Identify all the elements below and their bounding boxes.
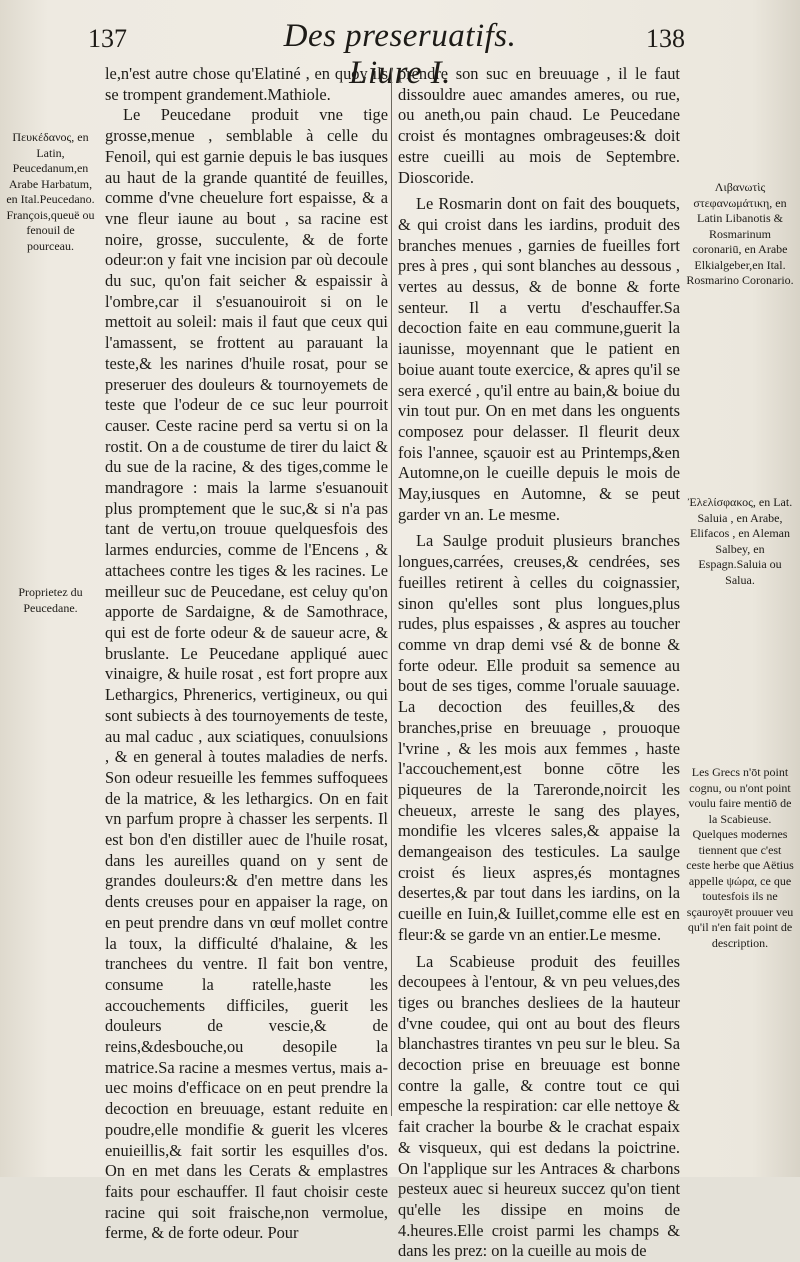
paragraph-rosmarin: Le Rosmarin dont on fait des bouquets, & qui croist dans les iardins, produit des branches menues , garnies de fueilles fort pres à pres , qui sont blanches au dessous , vertes au dessus, & de bonne & forte senteur. Il a vertu d'eschauffer.Sa decoction faite en eau commune,guerit la iaunisse, moyennant que le patient en boiue auant toute exercice, & apres qu'il se sera exercé , qu'il entre au bain,& boiue du vin tout pur. On en met dans les onguents composez pour delasser. Il fleurit deux fois l'annee, sçauoir est au Printemps,&en Automne,on le cueille depuis le mois de May,iusques en Automne, & se peut garder vn an. Le mesme. (398, 194, 680, 524)
paragraph-peucedane-continued: prendre son suc en breuuage , il le faut dissouldre auec amandes ameres, ou rue, ou aneth,ou pain chaud. Le Peucedane croist és montagnes ombrageuses:& doit estre cueilli au mois de Septembre. Dioscoride. (398, 64, 680, 187)
marginal-note-scabieuse: Les Grecs n'ōt point cognu, ou n'ont point voulu faire mentiō de la Scabieuse. Quelques modernes tiennent que c'est ceste herbe que Aëtius appelle ψώρα, ce que toutesfois ils ne sçauroyēt prouuer veu qu'il n'en fait point de description. (686, 765, 794, 950)
marginal-note-rosmarin-names: Λιβανωτὶς στεφανωμάτικη, en Latin Libanotis & Rosmarinum coronariū, en Arabe Elkialgeber,en Ital. Rosmarino Coronario. (686, 180, 794, 287)
marginal-note-peucedane-properties: Proprietez du Peucedane. (18, 585, 83, 615)
paragraph-scabieuse: La Scabieuse produit des feuilles decoupees à l'entour, & vn peu velues,des tiges ou branches desliees de la hauteur d'vne coudee, qui ont au bout des fleurs blanchastres tirantes vn peu sur le bleu. Sa decoction prise en breuuage est bonne contre la galle, & contre tout ce qui empesche la respiration: car elle nettoye & fait cracher la bourbe & le crachat espaix & visqueux, qui est dedans la poictrine. On l'applique sur les Antraces & charbons pesteux auec si heureux succez qu'on tient qu'elle les dissipe en moins de 4.heures.Elle croist parmi les champs & dans les prez: on la cueille au mois de (398, 951, 680, 1261)
paragraph-elatine-end: le,n'est autre chose qu'Elatiné , en quoy ils se trompent grandement.Mathiole. (105, 64, 388, 104)
right-column (398, 64, 680, 1262)
paragraph-saulge: La Saulge produit plusieurs branches longues,carrées, creuses,& cendrées, ses fueilles retirent à celles du coignassier, sinon qu'elles sont plus longues,plus rudes, plus espaisses , & aspres au toucher comme vn drap demi vsé & de bonne & forte odeur. Elle produit sa semence au bout de ses tiges, comme l'oruale sauuage. La decoction des feuilles,& des branches,prise en breuuage , prouoque l'vrine , & les mois aux femmes , haste l'accouchement,est bonne cōtre les piqueures de la Tareronde,noircit les cheueux, arreste le sang des playes, mondifie les vlceres sales,& appaise la demangeaison des testicules. La saulge croist és lieux aspres,és montagnes desertes,& par tout dans les iardins, on la cueille en Iuin,& Iuillet,comme elle est en fleur:& se garde vn an entier.Le mesme. (398, 531, 680, 944)
page-number-left: 137 (88, 24, 127, 53)
marginal-note-saulge-names: Ἐλελίσφακος, en Lat. Saluia , en Arabe, Elifacos , en Aleman Salbey, en Espagn.Saluia ou Salua. (687, 495, 793, 587)
column-divider (391, 68, 392, 1116)
running-title: Des preseruatifs. Liure I. (283, 18, 517, 91)
page-number-right: 138 (646, 24, 685, 53)
left-column (105, 64, 388, 1244)
marginal-note-peucedane-names: Πευκέδανος, en Latin, Peucedanum,en Arabe Harbatum, en Ital.Peucedano. François,queuë ou fenouil de pourceau. (6, 130, 95, 253)
paragraph-peucedane: Le Peucedane produit vne tige grosse,menue , semblable à celle du Fenoil, qui est garnie depuis le bas iusques au haut de la grande quantité de feuilles, comme d'vne cheuelure fort espaisse, & a vne fleur iaune au bout , sa racine est noire, grosse, succulente, & de forte odeur:on y fait vne incision par où decoule du suc, qu'on fait seicher & espaissir à l'ombre,car il s'esuanouiroit si on le mettoit au soleil: mais il faut que ceux qui l'amassent, se frottent au parauant la teste,& les narines d'huile rosat, pour se preseruer des douleurs & tournoyemets de teste que l'odeur de ce suc leur pourroit causer. Ceste racine perd sa vertu si on la rostit. On a de coustume de tirer du laict & du sue de la racine, & des tiges,comme le mandragore : mais la larme s'esuanouit plus promptement que le suc,& si n'a pas tant de vertu,on trouue quelquesfois des larmes endurcies, comme de l'Encens , & attachees contre les tiges & les racines. Le meilleur suc de Peucedane, est celuy qu'on apporte de Sardaigne, & de Samothrace, qui est de forte odeur & de saueur acre, & bruslante. Le Peucedane appliqué auec vinaigre, & huile rosat , est fort propre aux Lethargics, Phrenerics, vertigineux, ou qui sont subiects à des tournoyements de teste, au mal caduc , aux sciatiques, conuulsions , & en general à toutes maladies de nerfs. Son odeur resueille les femmes suffoquees de la matrice, & les lethargics. On en fait vn parfum propre à chasser les serpents. Il est bon d'en distiller auec de l'huile rosat, dans les aureilles quand on y sent de grandes douleurs:& d'en mettre dans les dents creuses pour en appaiser la rage, on en peut prendre dans vn œuf mollet contre la toux, la difficulté d'halaine, & les tranchees du ventre. Il fait bon ventre, consume la ratelle,haste les accouchements difficiles, guerit les douleurs de vescie,& de reins,&desbouche,ou desopile la matrice.Sa racine a mesmes vertus, mais a-uec moins d'efficace on en peut prendre la decoction en breuuage, estant reduite en poudre,elle mondifie & guerit les vlceres enuieillis,& fait sortir les esquilles d'os. On en met dans les Cerats & emplastres faits pour eschauffer. Il faut choisir ceste racine qui soit fraische,non vermolue, ferme, & de forte odeur. Pour (105, 105, 388, 1243)
